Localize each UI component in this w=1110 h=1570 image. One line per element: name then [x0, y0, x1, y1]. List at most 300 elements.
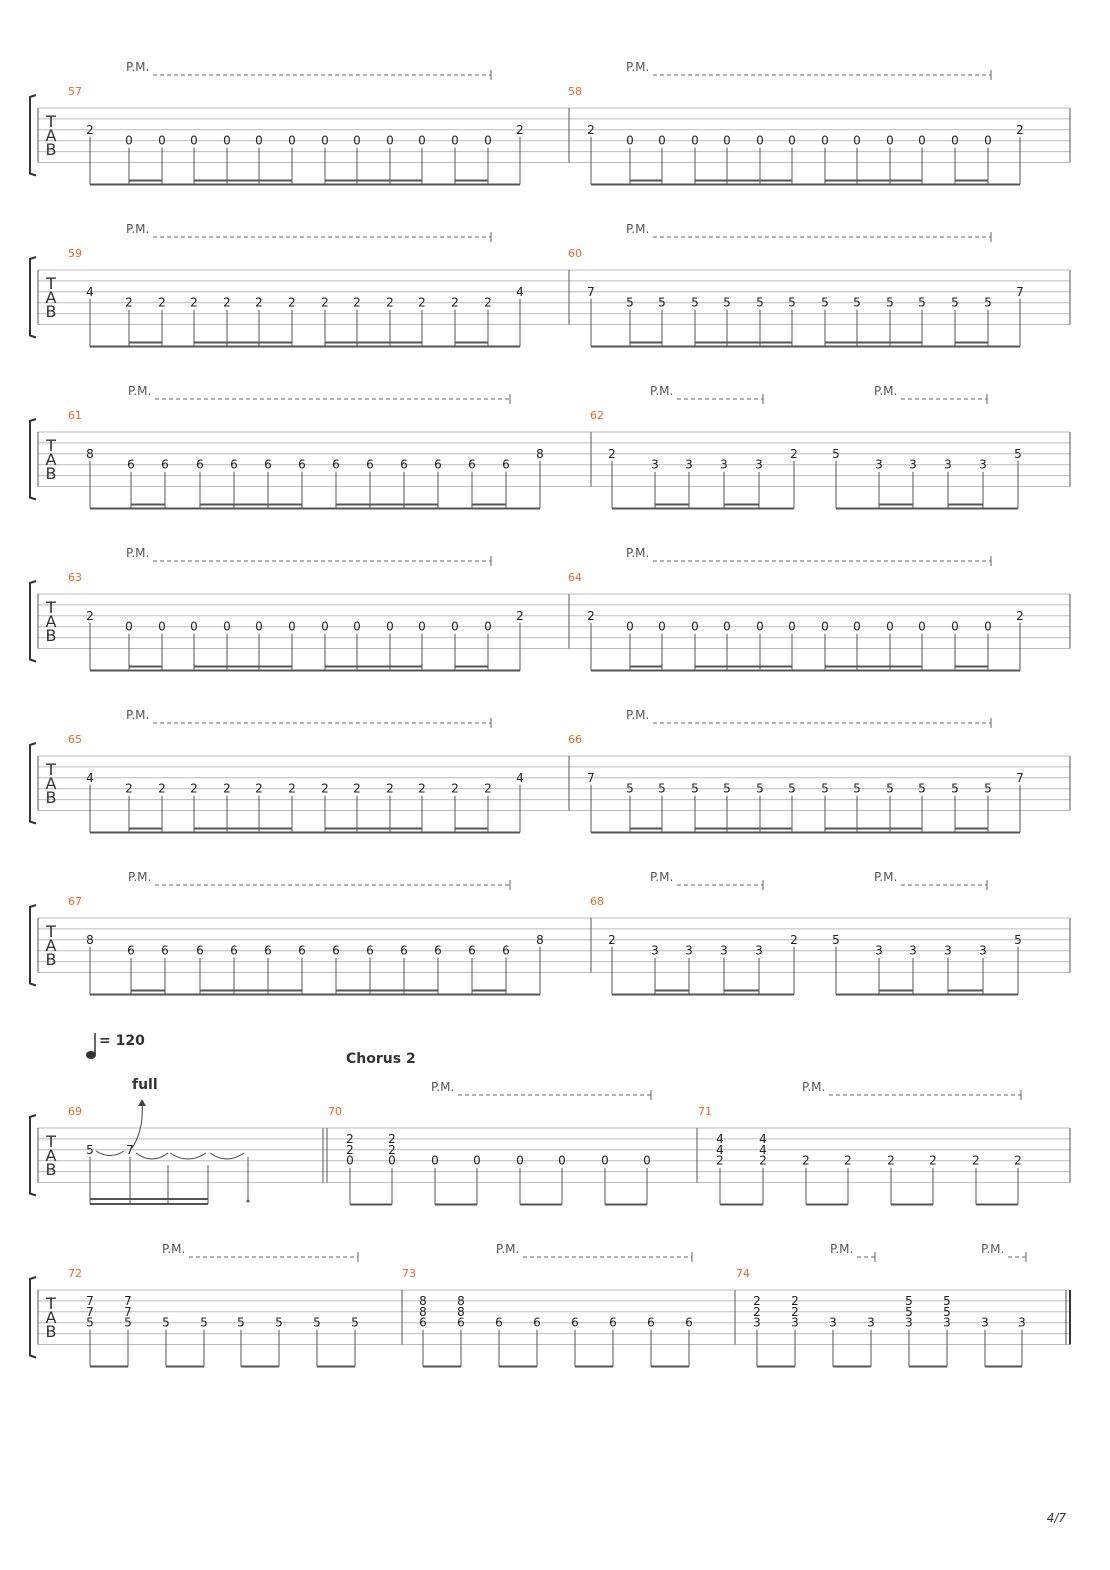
fret-number: 5 [853, 781, 861, 796]
fret-number: 7 [124, 1304, 132, 1319]
palm-mute-label: P.M. [626, 222, 650, 236]
tab-system [30, 384, 1070, 509]
tab-clef-letter: B [45, 1160, 57, 1179]
fret-number: 2 [451, 295, 459, 310]
fret-number: 2 [753, 1304, 761, 1319]
tab-system [30, 222, 1070, 347]
fret-number: 3 [755, 457, 763, 472]
fret-number: 0 [321, 619, 329, 634]
fret-number: 5 [886, 295, 894, 310]
fret-number: 6 [419, 1315, 427, 1330]
fret-number: 2 [753, 1293, 761, 1308]
fret-number: 3 [791, 1315, 799, 1330]
fret-number: 3 [944, 943, 952, 958]
tab-system [30, 1033, 1070, 1205]
fret-number: 0 [484, 133, 492, 148]
fret-number: 0 [821, 133, 829, 148]
fret-number: 8 [86, 446, 94, 461]
rest-dot [247, 1200, 250, 1203]
fret-number: 5 [821, 781, 829, 796]
fret-number: 2 [1016, 608, 1024, 623]
system-bracket [30, 743, 36, 824]
fret-number: 8 [457, 1304, 465, 1319]
fret-number: 6 [434, 457, 442, 472]
fret-number: 6 [161, 943, 169, 958]
fret-number: 6 [457, 1315, 465, 1330]
fret-number: 2 [353, 781, 361, 796]
fret-number: 5 [788, 295, 796, 310]
fret-number: 0 [473, 1153, 481, 1168]
tab-system [30, 60, 1070, 185]
palm-mute-label: P.M. [830, 1242, 854, 1256]
fret-number: 6 [298, 457, 306, 472]
fret-number: 7 [86, 1304, 94, 1319]
fret-number: 0 [288, 619, 296, 634]
fret-number: 5 [756, 295, 764, 310]
fret-number: 3 [909, 943, 917, 958]
fret-number: 0 [691, 133, 699, 148]
fret-number: 2 [484, 781, 492, 796]
fret-number: 2 [791, 1304, 799, 1319]
fret-number: 3 [753, 1315, 761, 1330]
fret-number: 5 [86, 1142, 94, 1157]
measure-number: 64 [568, 571, 582, 584]
fret-number: 0 [418, 619, 426, 634]
fret-number: 5 [905, 1304, 913, 1319]
fret-number: 3 [943, 1315, 951, 1330]
palm-mute-label: P.M. [802, 1080, 826, 1094]
fret-number: 6 [468, 943, 476, 958]
measure-number: 73 [402, 1267, 416, 1280]
fret-number: 0 [658, 619, 666, 634]
fret-number: 8 [86, 932, 94, 947]
palm-mute-label: P.M. [626, 546, 650, 560]
palm-mute-label: P.M. [162, 1242, 186, 1256]
fret-number: 5 [658, 781, 666, 796]
fret-number: 0 [691, 619, 699, 634]
measure-number: 74 [736, 1267, 750, 1280]
tie-arc [170, 1153, 206, 1159]
fret-number: 2 [158, 781, 166, 796]
fret-number: 2 [321, 781, 329, 796]
fret-number: 5 [918, 781, 926, 796]
fret-number: 0 [601, 1153, 609, 1168]
fret-number: 0 [125, 619, 133, 634]
fret-number: 5 [905, 1293, 913, 1308]
fret-number: 0 [558, 1153, 566, 1168]
fret-number: 6 [571, 1315, 579, 1330]
tab-clef-letter: T [46, 760, 56, 779]
tab-system [30, 870, 1070, 995]
palm-mute-label: P.M. [626, 708, 650, 722]
palm-mute-label: P.M. [496, 1242, 520, 1256]
fret-number: 6 [196, 457, 204, 472]
fret-number: 3 [979, 457, 987, 472]
tab-clef-letter: B [45, 140, 57, 159]
fret-number: 5 [626, 781, 634, 796]
fret-number: 5 [1014, 446, 1022, 461]
fret-number: 0 [756, 133, 764, 148]
fret-number: 4 [516, 770, 524, 785]
fret-number: 0 [853, 133, 861, 148]
palm-mute-label: P.M. [650, 870, 674, 884]
fret-number: 6 [533, 1315, 541, 1330]
fret-number: 5 [984, 781, 992, 796]
system-bracket [30, 257, 36, 338]
tab-clef-letter: A [45, 612, 57, 631]
fret-number: 0 [158, 133, 166, 148]
fret-number: 5 [832, 932, 840, 947]
fret-number: 5 [626, 295, 634, 310]
fret-number: 2 [972, 1153, 980, 1168]
fret-number: 5 [943, 1293, 951, 1308]
fret-number: 0 [918, 133, 926, 148]
tab-clef-letter: B [45, 626, 57, 645]
fret-number: 7 [587, 284, 595, 299]
fret-number: 6 [264, 457, 272, 472]
fret-number: 2 [86, 608, 94, 623]
fret-number: 5 [124, 1315, 132, 1330]
palm-mute-label: P.M. [874, 384, 898, 398]
fret-number: 2 [451, 781, 459, 796]
fret-number: 2 [86, 122, 94, 137]
palm-mute-label: P.M. [626, 60, 650, 74]
fret-number: 0 [125, 133, 133, 148]
fret-number: 2 [516, 608, 524, 623]
system-bracket [30, 1277, 36, 1358]
measure-number: 62 [590, 409, 604, 422]
tab-clef-letter: A [45, 126, 57, 145]
fret-number: 3 [829, 1315, 837, 1330]
fret-number: 0 [788, 133, 796, 148]
fret-number: 0 [346, 1153, 354, 1168]
fret-number: 0 [643, 1153, 651, 1168]
tab-system [30, 708, 1070, 833]
tab-clef-letter: T [46, 922, 56, 941]
fret-number: 4 [716, 1142, 724, 1157]
fret-number: 2 [190, 781, 198, 796]
fret-number: 6 [366, 943, 374, 958]
fret-number: 3 [905, 1315, 913, 1330]
fret-number: 3 [875, 943, 883, 958]
fret-number: 4 [759, 1131, 767, 1146]
measure-number: 60 [568, 247, 582, 260]
fret-number: 2 [388, 1142, 396, 1157]
fret-number: 0 [386, 133, 394, 148]
fret-number: 3 [1018, 1315, 1026, 1330]
fret-number: 0 [626, 619, 634, 634]
fret-number: 6 [298, 943, 306, 958]
tab-clef-letter: T [46, 436, 56, 455]
tab-clef-letter: A [45, 288, 57, 307]
palm-mute-label: P.M. [650, 384, 674, 398]
fret-number: 2 [190, 295, 198, 310]
fret-number: 7 [587, 770, 595, 785]
fret-number: 3 [909, 457, 917, 472]
fret-number: 6 [502, 457, 510, 472]
fret-number: 6 [609, 1315, 617, 1330]
fret-number: 6 [434, 943, 442, 958]
fret-number: 2 [223, 781, 231, 796]
tab-clef-letter: B [45, 950, 57, 969]
fret-number: 7 [126, 1142, 134, 1157]
fret-number: 0 [951, 619, 959, 634]
fret-number: 6 [400, 943, 408, 958]
fret-number: 0 [223, 133, 231, 148]
palm-mute-label: P.M. [981, 1242, 1005, 1256]
fret-number: 3 [867, 1315, 875, 1330]
fret-number: 2 [790, 446, 798, 461]
fret-number: 2 [587, 122, 595, 137]
fret-number: 5 [723, 781, 731, 796]
fret-number: 2 [759, 1153, 767, 1168]
fret-number: 0 [788, 619, 796, 634]
fret-number: 0 [886, 619, 894, 634]
bend-arrow [132, 1102, 142, 1148]
fret-number: 0 [353, 619, 361, 634]
fret-number: 0 [756, 619, 764, 634]
tie-arc [136, 1153, 168, 1159]
fret-number: 0 [388, 1153, 396, 1168]
fret-number: 2 [125, 781, 133, 796]
fret-number: 4 [759, 1142, 767, 1157]
fret-number: 3 [651, 943, 659, 958]
fret-number: 2 [255, 781, 263, 796]
fret-number: 8 [419, 1293, 427, 1308]
fret-number: 2 [386, 781, 394, 796]
fret-number: 0 [723, 619, 731, 634]
fret-number: 0 [951, 133, 959, 148]
fret-number: 6 [647, 1315, 655, 1330]
fret-number: 2 [1014, 1153, 1022, 1168]
fret-number: 3 [755, 943, 763, 958]
fret-number: 5 [951, 295, 959, 310]
fret-number: 2 [484, 295, 492, 310]
measure-number: 70 [328, 1105, 342, 1118]
measure-number: 71 [698, 1105, 712, 1118]
palm-mute-label: P.M. [126, 546, 150, 560]
fret-number: 0 [516, 1153, 524, 1168]
measure-number: 59 [68, 247, 82, 260]
page-number: 4/7 [1046, 1511, 1066, 1525]
palm-mute-label: P.M. [874, 870, 898, 884]
measure-number: 65 [68, 733, 82, 746]
fret-number: 2 [608, 932, 616, 947]
fret-number: 2 [844, 1153, 852, 1168]
fret-number: 6 [230, 943, 238, 958]
fret-number: 0 [190, 619, 198, 634]
fret-number: 5 [723, 295, 731, 310]
fret-number: 2 [887, 1153, 895, 1168]
tab-clef-letter: A [45, 450, 57, 469]
fret-number: 6 [502, 943, 510, 958]
fret-number: 7 [86, 1293, 94, 1308]
fret-number: 2 [255, 295, 263, 310]
tab-clef-letter: A [45, 1308, 57, 1327]
fret-number: 7 [1016, 770, 1024, 785]
bend-arrow-head [138, 1099, 146, 1106]
tie-arc [210, 1153, 244, 1159]
fret-number: 0 [484, 619, 492, 634]
fret-number: 5 [951, 781, 959, 796]
fret-number: 4 [86, 770, 94, 785]
fret-number: 5 [658, 295, 666, 310]
fret-number: 0 [353, 133, 361, 148]
tab-clef-letter: B [45, 788, 57, 807]
fret-number: 8 [419, 1304, 427, 1319]
fret-number: 3 [979, 943, 987, 958]
fret-number: 8 [457, 1293, 465, 1308]
system-bracket [30, 419, 36, 500]
fret-number: 2 [158, 295, 166, 310]
fret-number: 2 [388, 1131, 396, 1146]
tab-clef-letter: T [46, 1132, 56, 1151]
tab-clef-letter: T [46, 274, 56, 293]
fret-number: 5 [943, 1304, 951, 1319]
fret-number: 0 [886, 133, 894, 148]
fret-number: 5 [275, 1315, 283, 1330]
fret-number: 2 [386, 295, 394, 310]
fret-number: 6 [685, 1315, 693, 1330]
fret-number: 6 [161, 457, 169, 472]
fret-number: 0 [255, 133, 263, 148]
tab-clef-letter: A [45, 936, 57, 955]
fret-number: 2 [516, 122, 524, 137]
fret-number: 6 [332, 457, 340, 472]
fret-number: 6 [196, 943, 204, 958]
fret-number: 0 [386, 619, 394, 634]
fret-number: 2 [1016, 122, 1024, 137]
tab-clef-letter: A [45, 1146, 57, 1165]
fret-number: 8 [536, 446, 544, 461]
system-bracket [30, 1115, 36, 1196]
fret-number: 0 [255, 619, 263, 634]
fret-number: 3 [875, 457, 883, 472]
fret-number: 3 [651, 457, 659, 472]
fret-number: 3 [720, 457, 728, 472]
fret-number: 5 [691, 781, 699, 796]
tab-clef-letter: T [46, 1294, 56, 1313]
fret-number: 2 [223, 295, 231, 310]
fret-number: 5 [162, 1315, 170, 1330]
fret-number: 6 [366, 457, 374, 472]
measure-number: 67 [68, 895, 82, 908]
palm-mute-label: P.M. [126, 708, 150, 722]
fret-number: 5 [853, 295, 861, 310]
palm-mute-label: P.M. [126, 60, 150, 74]
fret-number: 2 [353, 295, 361, 310]
fret-number: 2 [346, 1142, 354, 1157]
fret-number: 2 [418, 781, 426, 796]
fret-number: 2 [929, 1153, 937, 1168]
measure-number: 72 [68, 1267, 82, 1280]
fret-number: 6 [264, 943, 272, 958]
measure-number: 68 [590, 895, 604, 908]
fret-number: 4 [716, 1131, 724, 1146]
fret-number: 0 [918, 619, 926, 634]
fret-number: 5 [1014, 932, 1022, 947]
fret-number: 2 [288, 295, 296, 310]
fret-number: 0 [321, 133, 329, 148]
fret-number: 2 [791, 1293, 799, 1308]
fret-number: 6 [495, 1315, 503, 1330]
system-bracket [30, 905, 36, 986]
fret-number: 6 [332, 943, 340, 958]
fret-number: 3 [685, 943, 693, 958]
fret-number: 2 [587, 608, 595, 623]
tempo-value: = 120 [99, 1033, 145, 1049]
fret-number: 6 [127, 943, 135, 958]
fret-number: 0 [658, 133, 666, 148]
fret-number: 5 [691, 295, 699, 310]
fret-number: 2 [716, 1153, 724, 1168]
fret-number: 7 [124, 1293, 132, 1308]
tab-clef-letter: T [46, 598, 56, 617]
palm-mute-label: P.M. [431, 1080, 455, 1094]
tab-system [30, 1242, 1070, 1367]
fret-number: 8 [536, 932, 544, 947]
fret-number: 5 [86, 1315, 94, 1330]
fret-number: 0 [853, 619, 861, 634]
fret-number: 2 [790, 932, 798, 947]
measure-number: 58 [568, 85, 582, 98]
fret-number: 4 [86, 284, 94, 299]
fret-number: 3 [685, 457, 693, 472]
fret-number: 6 [230, 457, 238, 472]
fret-number: 5 [200, 1315, 208, 1330]
fret-number: 2 [802, 1153, 810, 1168]
fret-number: 6 [400, 457, 408, 472]
fret-number: 3 [944, 457, 952, 472]
bend-label: full [132, 1077, 158, 1093]
section-label: Chorus 2 [346, 1051, 416, 1067]
fret-number: 5 [313, 1315, 321, 1330]
fret-number: 6 [468, 457, 476, 472]
fret-number: 2 [346, 1131, 354, 1146]
tab-clef-letter: B [45, 1322, 57, 1341]
fret-number: 6 [127, 457, 135, 472]
palm-mute-label: P.M. [126, 222, 150, 236]
measure-number: 63 [68, 571, 82, 584]
fret-number: 0 [821, 619, 829, 634]
fret-number: 3 [981, 1315, 989, 1330]
fret-number: 5 [237, 1315, 245, 1330]
measure-number: 69 [68, 1105, 82, 1118]
measure-number: 61 [68, 409, 82, 422]
tie-arc [96, 1151, 124, 1156]
tab-clef-letter: B [45, 464, 57, 483]
fret-number: 5 [984, 295, 992, 310]
fret-number: 0 [626, 133, 634, 148]
system-bracket [30, 95, 36, 176]
fret-number: 7 [1016, 284, 1024, 299]
fret-number: 5 [821, 295, 829, 310]
palm-mute-label: P.M. [128, 384, 152, 398]
fret-number: 2 [608, 446, 616, 461]
fret-number: 5 [918, 295, 926, 310]
fret-number: 0 [223, 619, 231, 634]
fret-number: 2 [321, 295, 329, 310]
fret-number: 0 [984, 619, 992, 634]
fret-number: 0 [288, 133, 296, 148]
fret-number: 2 [418, 295, 426, 310]
fret-number: 5 [351, 1315, 359, 1330]
measure-number: 66 [568, 733, 582, 746]
fret-number: 0 [418, 133, 426, 148]
fret-number: 3 [720, 943, 728, 958]
fret-number: 0 [451, 133, 459, 148]
fret-number: 5 [788, 781, 796, 796]
